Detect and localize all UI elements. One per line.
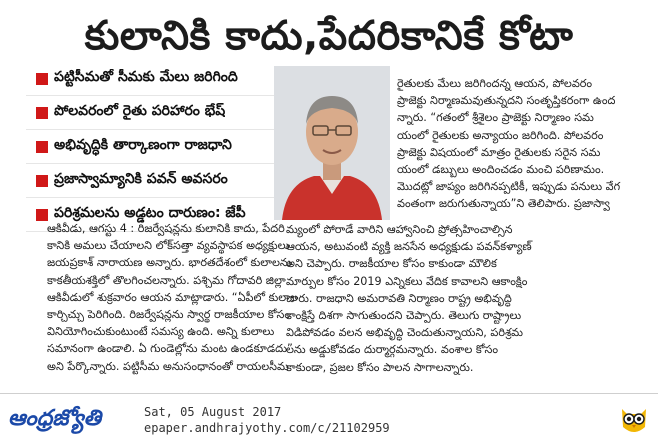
article-line: ఆకివీడు, ఆగస్టు 4 : రిజర్వేషన్లను కులానికి కాదు, పేదరి	[47, 222, 285, 235]
article-column-right-top	[397, 75, 647, 213]
article-line: ప్రాజెక్టు విషయంలో మాత్రం రైతులకు సరైన సమ	[397, 145, 601, 159]
key-point	[26, 96, 278, 130]
key-point-text: పట్టిసీమతో సీమకు మేలు జరిగింది	[54, 69, 238, 85]
article-line: కార్చిచ్చు పెరిగింది. రిజర్వేషన్లను స్వార్థ రాజకీయాల కోసం	[47, 308, 291, 322]
article-line: సమానంగా ఉండాలి. ఏ గుండెల్లోను మంట ఉండకూడదు”	[47, 342, 293, 356]
key-point	[26, 164, 278, 198]
article-line: యంలో రైతులకు అన్యాయం జరిగింది. పోలవరం	[397, 128, 604, 142]
article-line: చారు. రాజధాని అమరావతి నిర్మాణం రాష్ట్ర అభివృద్ధి	[286, 291, 512, 305]
article-line: అని పేర్కొన్నారు. పట్టిసీమ అనుసంధానంతో రాయలసీమ	[47, 359, 289, 373]
article-line: అని చెప్పారు. రాజకీయాల కోసం కాకుండా మౌలిక	[286, 257, 497, 271]
article-line: జయప్రకాశ్ నారాయణ అన్నారు. భారతదేశంలో కులాలను	[47, 256, 292, 270]
key-point	[26, 130, 278, 164]
article-line: న్నారు. “గతంలో శ్రీశైలం ప్రాజెక్టు నిర్మాణం సమ	[397, 111, 594, 125]
brand-logo	[8, 402, 128, 436]
article-line: కాకుండా, ప్రజల కోసం పాలన సాగాలన్నారు.	[286, 360, 474, 374]
bullet-icon	[36, 73, 48, 85]
article-line: వంతంగా జరుగుతున్నాయ”ని తెలిపారు. ప్రజాస్వా	[397, 197, 610, 211]
article-line: రైతులకు మేలు జరిగిందన్న ఆయన, పోలవరం	[397, 77, 593, 90]
bullet-icon	[36, 141, 48, 153]
article-line: ప్రాజెక్టు నిర్మాణమవుతున్నదని సంతృప్తికరంగా ఉంద	[397, 94, 616, 108]
article-line: యంలో డబ్బులు అందించడం మంచి పరిణామం.	[397, 163, 605, 177]
footer-divider	[0, 393, 658, 394]
article-line: లను అడ్డుకోవడం దుర్మార్గమన్నారు. వంశాల కోసం	[286, 343, 499, 357]
key-points	[26, 62, 278, 232]
key-point-text: పోలవరంలో రైతు పరిహారం భేష్	[54, 103, 226, 119]
article-line: మొదట్లో జాప్యం జరిగినప్పటికీ, ఇప్పుడు పనులు వేగ	[397, 180, 621, 194]
bullet-icon	[36, 107, 48, 119]
article-line: కానికి అమలు చేయాలని లోక్‌సత్తా వ్యవస్థాపక అధ్యక్షులు	[47, 239, 290, 253]
epaper-url[interactable]: epaper.andhrajyothy.com/c/21102959	[144, 421, 390, 435]
article-column-right-bottom	[286, 221, 646, 376]
article-line: విడిపోవడం వలన అభివృద్ధి చెందుతున్నాయని, పరిశ్రమ	[286, 326, 523, 340]
article-line: ఆయన, అటువంటి వ్యక్తి జనసేన అధ్యక్షుడు పవన్‌కళ్యాణ్	[286, 240, 532, 254]
bullet-icon	[36, 175, 48, 187]
article-line: కాకతీయ‌శక్తిలో తొలగించలన్నారు. పశ్చిమ గోదావరి జిల్లా	[47, 273, 286, 287]
article-line: కాంక్షిస్తే దిశగా సాగుతుందని చెప్పారు. తెలుగు రాష్ట్రాలు	[286, 309, 522, 323]
article-line: వినియోగించుకుంటుంటే సమస్య ఉంది. అన్ని కులాలు	[47, 325, 275, 339]
article-line: ఆకివీడులో శుక్రవారం ఆయన మాట్లాడారు. “ఏపీలో కులాల	[47, 290, 298, 304]
key-point-text: పరిశ్రమలను అడ్డటం దారుణం: జేపీ	[54, 205, 246, 221]
article-line: మార్పుల కోసం 2019 ఎన్నికలు వేదిక కావాలని ఆకాంక్షిం	[286, 274, 528, 288]
article-line: మ్యంలో పోరాడే వారిని ఆహ్వానించి ప్రోత్సహించాల్సిన	[286, 223, 513, 236]
key-point-text: అభివృద్ధికి తార్కాణంగా రాజధాని	[54, 137, 232, 153]
bullet-icon	[36, 209, 48, 221]
key-point-text: ప్రజాస్వామ్యానికి పవన్ అవసరం	[54, 171, 228, 187]
footer-meta	[144, 404, 390, 436]
headline: కులానికి కాదు,పేదరికానికే కోటా	[84, 13, 574, 59]
owl-icon	[618, 403, 650, 437]
edition-date: Sat, 05 August 2017	[144, 405, 282, 419]
brand-logo-text: ఆంధ్రజ్యోతి	[8, 406, 101, 431]
key-point	[26, 62, 278, 96]
portrait-photo	[274, 66, 390, 220]
